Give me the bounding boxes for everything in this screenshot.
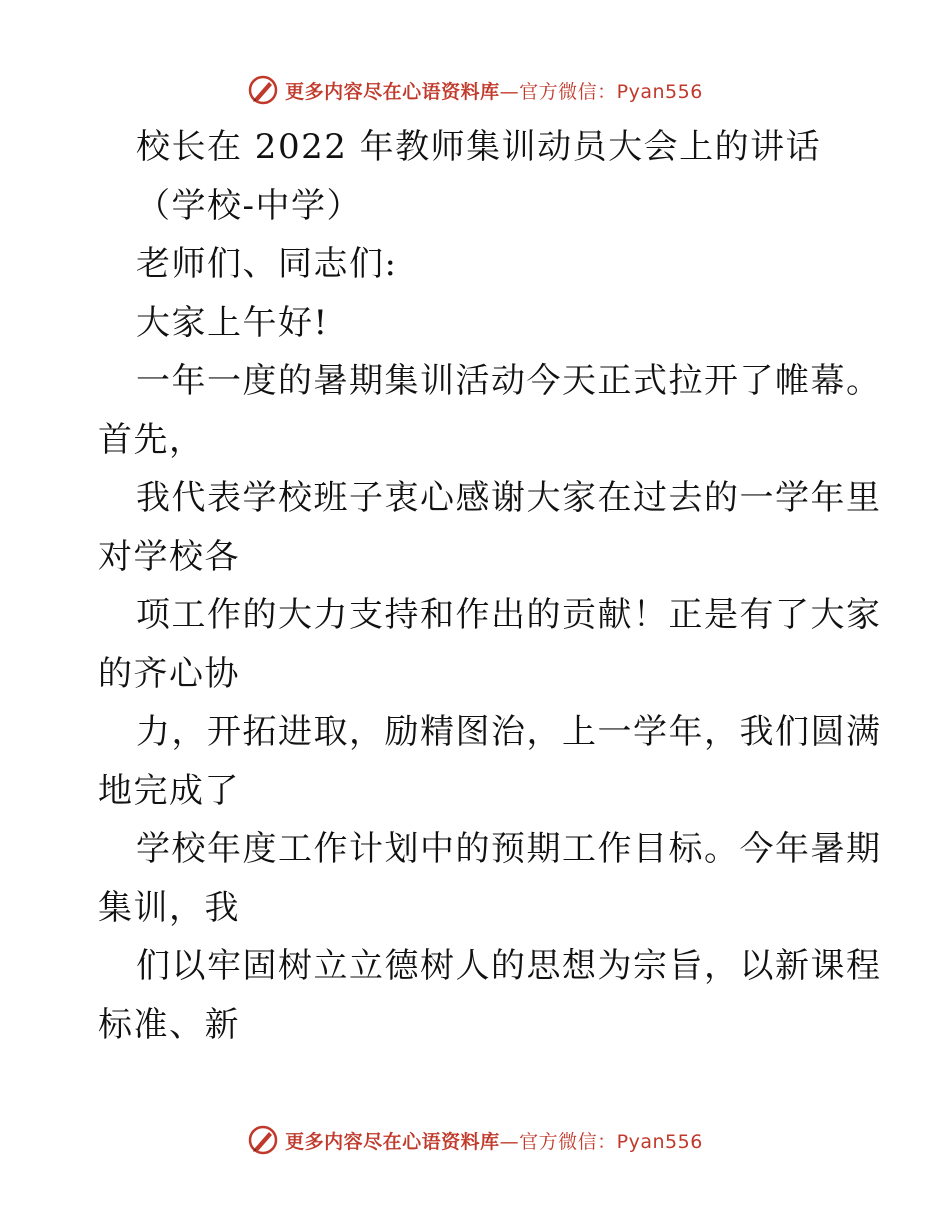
watermark-separator: — [499,1130,520,1153]
watermark-site: 更多内容尽在心语资料库 [285,80,500,103]
text-line: （学校-中学） [136,185,362,226]
watermark-contact: 官方微信：Pyan556 [519,80,703,103]
text-line: 我代表学校班子衷心感谢大家在过去的一学年里 [136,478,882,518]
header-watermark [0,70,950,110]
text-line: 老师们、同志们: [136,244,398,284]
text-line: 首先， [98,419,205,460]
footer-watermark [0,1120,950,1160]
text-line: 地完成了 [98,770,240,811]
document-body [98,118,882,1054]
watermark-text [285,1127,703,1154]
watermark-contact: 官方微信：Pyan556 [519,1130,703,1153]
watermark-text [285,77,703,104]
text-line: 对学校各 [98,536,240,577]
watermark-site: 更多内容尽在心语资料库 [285,1130,500,1153]
text-line: 标准、新 [98,1004,240,1045]
text-line: 项工作的大力支持和作出的贡献！正是有了大家 [136,595,882,635]
pen-logo-icon [247,74,279,106]
pen-logo-icon [247,1124,279,1156]
text-line: 校长在 2022 年教师集训动员大会上的讲话 [136,127,822,167]
text-line: 的齐心协 [98,653,240,694]
text-line: 大家上午好! [136,302,329,343]
text-line: 一年一度的暑期集训活动今天正式拉开了帷幕。 [136,361,882,401]
text-line: 力，开拓进取，励精图治，上一学年，我们圆满 [136,712,882,752]
watermark-separator: — [499,80,520,103]
text-line: 学校年度工作计划中的预期工作目标。今年暑期 [136,829,882,869]
text-line: 们以牢固树立立德树人的思想为宗旨，以新课程 [136,946,882,986]
text-line: 集训，我 [98,887,240,928]
